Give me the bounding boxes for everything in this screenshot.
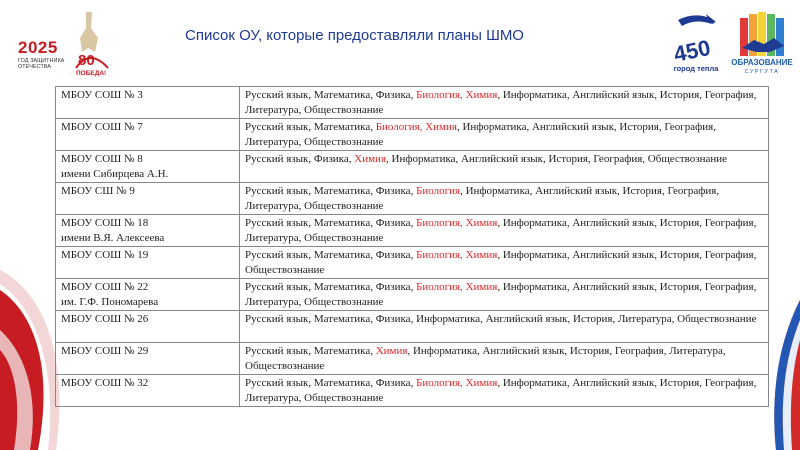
- table-row: [56, 87, 769, 119]
- subjects-text: , Информатика, Английский язык, История, География, Литература, Обществознание: [245, 185, 720, 212]
- school-name: МБОУ СШ № 9: [61, 185, 135, 197]
- subjects-text: , Информатика, Английский язык, История, География, Литература, Обществознание: [245, 345, 726, 372]
- subjects-text: Русский язык, Математика,: [245, 121, 376, 133]
- highlighted-subjects: Биология, Химия: [416, 89, 498, 101]
- surgut-tagline: город тепла: [673, 64, 719, 73]
- school-name: МБОУ СОШ № 32: [61, 377, 149, 389]
- school-name: МБОУ СОШ № 8: [61, 153, 143, 165]
- highlighted-subjects: Биология, Химия: [416, 217, 498, 229]
- school-name-detail: имени В.Я. Алексеева: [61, 232, 165, 244]
- school-cell: [56, 311, 240, 343]
- subjects-text: Русский язык, Математика, Физика,: [245, 89, 417, 101]
- year-badge: [12, 8, 110, 78]
- subjects-text: , Информатика, Английский язык, История, География, Литература, Обществознание: [245, 89, 757, 116]
- highlighted-subjects: Биология, Химия: [416, 281, 498, 293]
- school-name: МБОУ СОШ № 3: [61, 89, 143, 101]
- page-title: Список ОУ, которые предоставляли планы ШМО: [185, 27, 524, 44]
- school-name-detail: имени Сибирцева А.Н.: [61, 168, 169, 180]
- badge-victory-number: 80: [78, 52, 95, 69]
- subjects-cell: [240, 87, 769, 119]
- school-cell: [56, 215, 240, 247]
- school-cell: [56, 87, 240, 119]
- school-name: МБОУ СОШ № 22: [61, 281, 149, 293]
- table-row: [56, 343, 769, 375]
- subjects-cell: [240, 279, 769, 311]
- subjects-cell: [240, 119, 769, 151]
- subjects-text: Русский язык, Математика,: [245, 345, 376, 357]
- school-name: МБОУ СОШ № 19: [61, 249, 149, 261]
- school-cell: [56, 375, 240, 407]
- svg-text:450: 450: [671, 34, 713, 67]
- table-row: [56, 375, 769, 407]
- subjects-cell: [240, 183, 769, 215]
- table-row: [56, 247, 769, 279]
- badge-subtitle: ГОД ЗАЩИТНИКА ОТЕЧЕСТВА: [18, 58, 65, 70]
- subjects-text: , Информатика, Английский язык, История, География, Литература, Обществознание: [245, 121, 716, 148]
- subjects-cell: [240, 215, 769, 247]
- school-name: МБОУ СОШ № 26: [61, 313, 149, 325]
- education-logo-city: СУРГУТА: [744, 69, 780, 75]
- school-name: МБОУ СОШ № 7: [61, 121, 143, 133]
- table-row: [56, 151, 769, 183]
- subjects-cell: [240, 343, 769, 375]
- subjects-cell: [240, 375, 769, 407]
- table-row: [56, 215, 769, 247]
- school-cell: [56, 151, 240, 183]
- school-name: МБОУ СОШ № 18: [61, 217, 149, 229]
- subjects-text: Русский язык, Физика,: [245, 153, 355, 165]
- highlighted-subjects: Биология: [416, 185, 461, 197]
- highlighted-subjects: Биология, Химия: [375, 121, 457, 133]
- subjects-text: , Информатика, Английский язык, История, География, Литература, Обществознание: [245, 377, 757, 404]
- subjects-text: Русский язык, Математика, Физика,: [245, 377, 417, 389]
- highlighted-subjects: Химия: [354, 153, 387, 165]
- subjects-text: , Информатика, Английский язык, История, География, Обществознание: [245, 249, 757, 276]
- highlighted-subjects: Химия: [375, 345, 408, 357]
- school-cell: [56, 247, 240, 279]
- school-cell: [56, 343, 240, 375]
- subjects-cell: [240, 151, 769, 183]
- education-logo-label: ОБРАЗОВАНИЕ: [731, 58, 793, 67]
- subjects-text: Русский язык, Математика, Физика,: [245, 249, 417, 261]
- table-row: [56, 119, 769, 151]
- school-cell: [56, 279, 240, 311]
- subjects-text: Русский язык, Математика, Физика,: [245, 281, 417, 293]
- table-row: [56, 183, 769, 215]
- subjects-cell: [240, 311, 769, 343]
- badge-year: 2025: [18, 38, 58, 57]
- subjects-cell: [240, 247, 769, 279]
- school-name: МБОУ СОШ № 29: [61, 345, 149, 357]
- highlighted-subjects: Биология, Химия: [416, 249, 498, 261]
- school-cell: [56, 183, 240, 215]
- highlighted-subjects: Биология, Химия: [416, 377, 498, 389]
- subjects-text: Русский язык, Математика, Физика,: [245, 217, 417, 229]
- badge-victory-word: ПОБЕДА!: [76, 70, 107, 77]
- subjects-text: Русский язык, Математика, Физика, Информатика, Английский язык, История, Литература, Обществознание: [245, 313, 757, 325]
- table-row: [56, 311, 769, 343]
- schools-table: [55, 86, 769, 407]
- school-cell: [56, 119, 240, 151]
- subjects-text: , Информатика, Английский язык, История, География, Литература, Обществознание: [245, 281, 757, 308]
- school-name-detail: им. Г.Ф. Пономарева: [61, 296, 159, 308]
- subjects-text: , Информатика, Английский язык, История, География, Литература, Обществознание: [245, 217, 757, 244]
- subjects-text: Русский язык, Математика, Физика,: [245, 185, 417, 197]
- subjects-text: , Информатика, Английский язык, История, География, Обществознание: [386, 153, 728, 165]
- table-row: [56, 279, 769, 311]
